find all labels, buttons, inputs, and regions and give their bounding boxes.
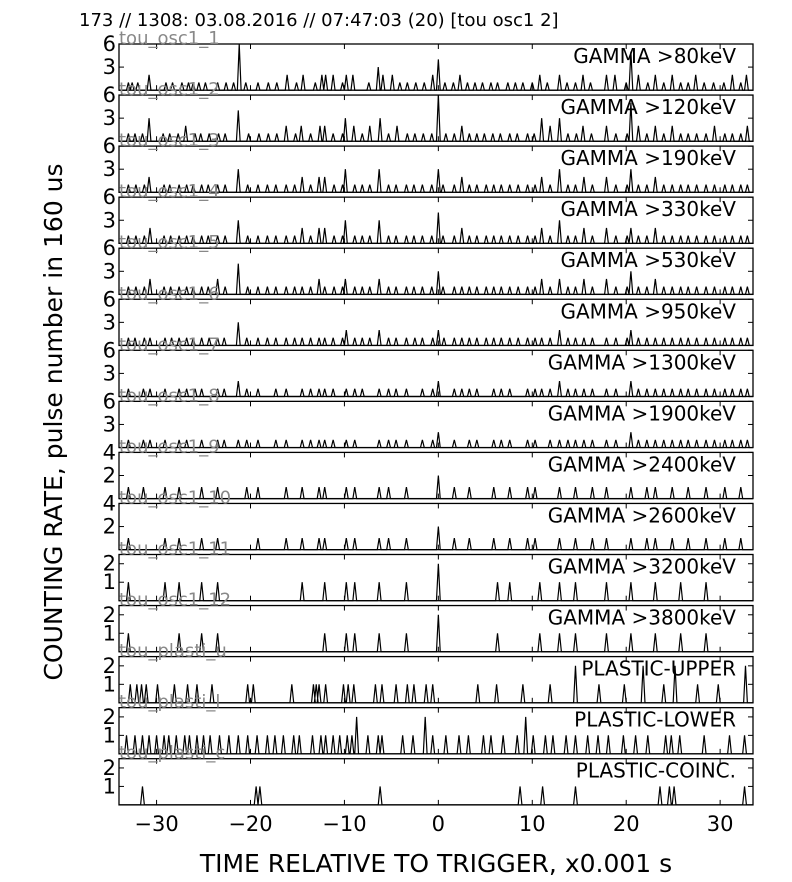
panel-title: PLASTIC-UPPER xyxy=(581,656,736,681)
x-tick-label: 30 xyxy=(706,811,734,836)
y-tick-label: 3 xyxy=(102,208,116,233)
y-tick-label: 1 xyxy=(102,774,116,799)
x-tick-label: 20 xyxy=(612,811,640,836)
y-tick-label: 2 xyxy=(102,463,116,488)
panel-title: GAMMA >3800keV xyxy=(547,605,736,630)
y-tick-label: 6 xyxy=(102,32,116,56)
channel-label: tou_osc1_7 xyxy=(119,334,220,356)
x-axis-label: TIME RELATIVE TO TRIGGER, x0.001 s xyxy=(199,849,673,878)
panel-title: PLASTIC-LOWER xyxy=(574,707,736,732)
panel-title: GAMMA >120keV xyxy=(560,95,736,120)
panel-title: GAMMA >190keV xyxy=(560,146,736,171)
y-tick-label: 2 xyxy=(102,755,116,780)
channel-label: tou_osc1_4 xyxy=(119,181,220,203)
y-axis-label: COUNTING RATE, pulse number in 160 us xyxy=(39,163,68,681)
y-tick-label: 6 xyxy=(102,83,116,108)
panel-title: GAMMA >80keV xyxy=(573,44,736,68)
x-axis xyxy=(134,812,733,836)
x-tick-label: 0 xyxy=(431,811,446,836)
x-tick-label: −10 xyxy=(322,811,367,836)
y-tick-label: 6 xyxy=(102,236,116,261)
y-tick-label: 3 xyxy=(102,55,116,80)
y-tick-label: 6 xyxy=(102,185,116,210)
panel-title: GAMMA >1900keV xyxy=(547,401,736,426)
y-tick-label: 3 xyxy=(102,157,116,182)
y-tick-label: 3 xyxy=(102,310,116,335)
panels xyxy=(103,28,753,805)
y-tick-label: 4 xyxy=(102,491,116,516)
x-tick-label: −30 xyxy=(134,811,179,836)
y-tick-label: 3 xyxy=(102,361,116,386)
y-tick-label: 2 xyxy=(102,551,116,576)
x-tick-label: −20 xyxy=(228,811,273,836)
channel-label: tou_plasti_l xyxy=(119,691,221,713)
channel-label: tou_plasti_c xyxy=(119,742,226,764)
panel-title: GAMMA >950keV xyxy=(560,299,736,324)
series-line xyxy=(119,786,753,804)
channel-label: tou_osc1_9 xyxy=(119,436,220,458)
panel-title: GAMMA >330keV xyxy=(560,197,736,222)
panel-15 xyxy=(103,743,753,805)
y-tick-label: 3 xyxy=(102,106,116,131)
panel-title: GAMMA >1300keV xyxy=(547,350,736,375)
y-tick-label: 6 xyxy=(102,338,116,363)
y-tick-label: 2 xyxy=(102,704,116,729)
channel-label: tou_osc1_11 xyxy=(119,538,232,560)
panel-title: GAMMA >2400keV xyxy=(547,452,736,477)
channel-label: tou_osc1_5 xyxy=(119,232,220,254)
y-tick-label: 6 xyxy=(102,287,116,312)
x-tick-label: 10 xyxy=(518,811,546,836)
channel-label: tou_osc1_8 xyxy=(119,385,220,407)
channel-label: tou_osc1_10 xyxy=(119,487,232,509)
panel-title: GAMMA >2600keV xyxy=(547,503,736,528)
y-tick-label: 1 xyxy=(102,621,116,646)
header-text: 173 // 1308: 03.08.2016 // 07:47:03 (20) [tou osc1 2] xyxy=(79,10,559,31)
channel-label: tou_osc1_3 xyxy=(119,130,220,152)
channel-label: tou_osc1_6 xyxy=(119,283,220,305)
panel-title: GAMMA >530keV xyxy=(560,248,736,273)
y-tick-label: 3 xyxy=(102,259,116,284)
panel-title: PLASTIC-COINC. xyxy=(575,758,736,783)
y-tick-label: 3 xyxy=(102,412,116,437)
y-tick-label: 1 xyxy=(102,672,116,697)
y-tick-label: 6 xyxy=(102,134,116,159)
y-tick-label: 1 xyxy=(102,723,116,748)
y-tick-label: 2 xyxy=(102,653,116,678)
channel-label: tou_osc1_1 xyxy=(119,28,220,49)
channel-label: tou_plasti_u xyxy=(119,640,227,662)
y-tick-label: 2 xyxy=(102,602,116,627)
channel-label: tou_osc1_2 xyxy=(119,79,220,101)
y-tick-label: 6 xyxy=(102,389,116,414)
y-tick-label: 1 xyxy=(102,570,116,595)
y-tick-label: 2 xyxy=(102,514,116,539)
y-tick-label: 4 xyxy=(102,440,116,465)
channel-label: tou_osc1_12 xyxy=(119,589,232,611)
panel-title: GAMMA >3200keV xyxy=(547,554,736,579)
